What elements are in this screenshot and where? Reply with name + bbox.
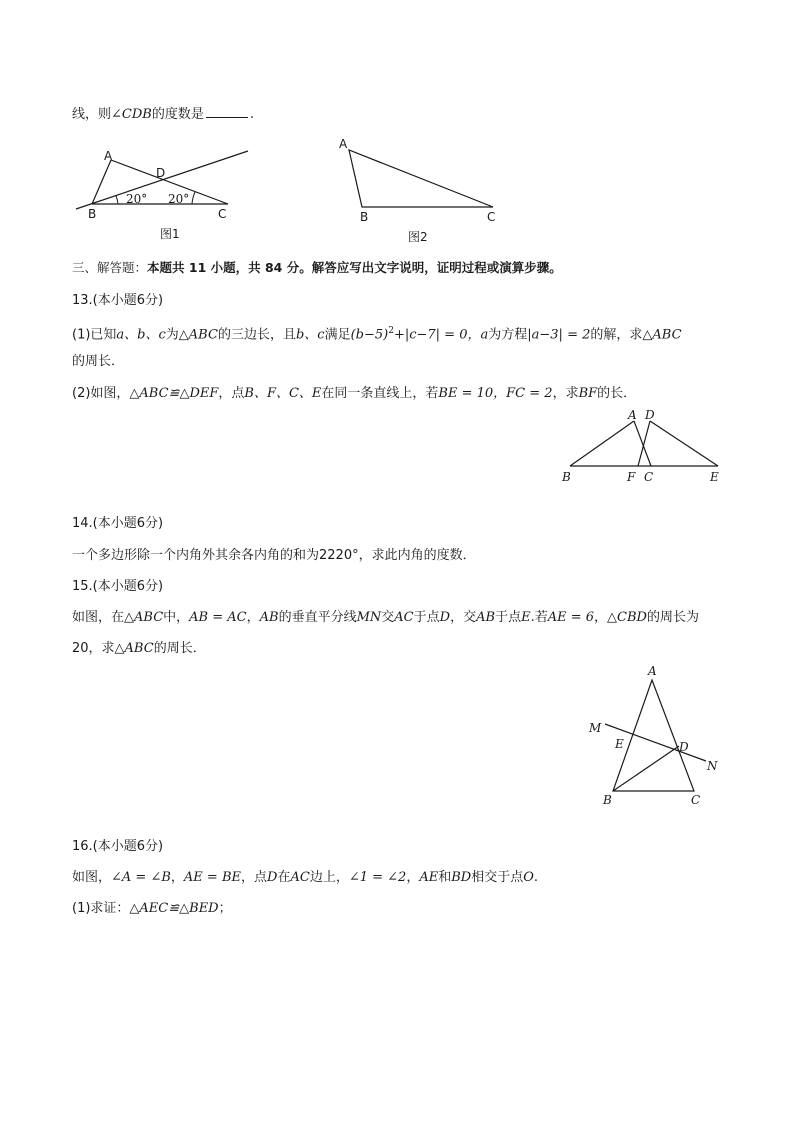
math: a、b、c (116, 327, 166, 343)
section-3-instructions: 本题共 11 小题，共 84 分。解答应写出文字说明，证明过程或演算步骤。 (147, 260, 562, 275)
text: 和 (438, 870, 452, 885)
math: AB (259, 610, 279, 625)
math: |a−3| = 2 (527, 327, 591, 343)
text: 的垂直平分线 (278, 610, 357, 625)
fig1-caption: 图1 (160, 227, 180, 241)
math: D (267, 870, 278, 885)
q16-line1 (72, 869, 538, 887)
fig2-triangle (349, 150, 493, 207)
math: AE = 6 (547, 610, 595, 625)
fig1-label-b: B (88, 207, 97, 221)
math: (b−5) (350, 327, 389, 343)
text: ，交 (450, 610, 477, 625)
text: 相交于点 (471, 870, 524, 885)
math: BD (451, 870, 472, 885)
q15-line2 (72, 640, 206, 658)
section-3-header (72, 259, 562, 277)
fig1-arc-b (116, 196, 118, 204)
q15-fig-label-b: B (603, 793, 612, 807)
text: ，点 (218, 386, 245, 401)
text: ， (246, 610, 260, 625)
fig1-arc-c (192, 192, 195, 204)
text: ，求 (552, 386, 579, 401)
text: ，点 (241, 870, 268, 885)
math: AC (394, 610, 414, 625)
math: △ABC (178, 327, 218, 343)
q12-tail-line (72, 104, 254, 124)
text: 的周长为 (646, 610, 699, 625)
q13-fig-label-d: D (645, 408, 655, 422)
math-exponent: 2 (388, 326, 394, 336)
math: △ABC≌△DEF (129, 386, 219, 401)
q15-fig-triangle (613, 680, 694, 791)
q15-header: 15.(本小题6分) (72, 579, 164, 594)
text: 为方程 (488, 327, 528, 343)
answer-blank (206, 104, 248, 118)
math: MN (356, 610, 382, 625)
text: 于点 (495, 610, 522, 625)
text: 的三边长，且 (217, 327, 296, 343)
q13-fig-de (650, 421, 718, 466)
q12-angle: ∠CDB (111, 107, 152, 122)
math: △CBD (607, 610, 647, 625)
math: AC (290, 870, 310, 885)
text: (1)已知 (72, 327, 117, 343)
q12-text: 线，则 (72, 107, 112, 122)
text: ， (170, 870, 184, 885)
text: ， (594, 610, 608, 625)
text: 于点 (413, 610, 440, 625)
math: a (480, 327, 489, 343)
q15-fig-label-d: D (679, 740, 689, 754)
math: AB (476, 610, 496, 625)
fig1-angle-2: 20° (168, 192, 190, 206)
fig1-line-ab (92, 160, 111, 204)
math: ∠A = ∠B (111, 870, 171, 885)
math: BE = 10，FC = 2 (438, 386, 553, 401)
math: AE (419, 870, 439, 885)
fig2-caption: 图2 (408, 230, 428, 244)
q16-line2 (72, 900, 232, 918)
text: (2)如图， (72, 386, 130, 401)
text: 交 (381, 610, 395, 625)
q15-fig-label-n: N (707, 759, 718, 773)
math: △AEC≌△BED (129, 901, 219, 916)
text: ； (218, 901, 232, 916)
text: 中， (163, 610, 190, 625)
text: 如图，在 (72, 610, 125, 625)
section-3-title: 三、解答题： (72, 260, 148, 275)
q14-text: 一个多边形除一个内角外其余各内角的和为2220°，求此内角的度数． (72, 548, 476, 563)
figure-1 (70, 140, 260, 245)
q13-fig-label-c: C (644, 470, 654, 484)
text: 在同一条直线上，若 (321, 386, 439, 401)
q13-header: 13.(本小题6分) (72, 293, 164, 308)
q15-fig-label-e: E (615, 737, 624, 751)
math: O (523, 870, 534, 885)
fig2-label-c: C (487, 210, 496, 224)
q16-header: 16.(本小题6分) (72, 839, 164, 854)
q13-fig-label-b: B (562, 470, 571, 484)
q15-line1 (72, 609, 699, 627)
math: +|c−7| = 0， (393, 327, 481, 343)
math: △ABC (642, 327, 682, 343)
q13-fig-label-f: F (627, 470, 636, 484)
math: ∠1 = ∠2 (348, 870, 407, 885)
text: 的解，求 (590, 327, 643, 343)
fig1-label-c: C (218, 207, 227, 221)
q15-fig-label-a: A (648, 664, 657, 678)
text: .若 (530, 610, 548, 625)
math: b、c (295, 327, 325, 343)
q12-end: . (249, 107, 254, 122)
text: 满足 (324, 327, 351, 343)
text: 如图， (72, 870, 112, 885)
fig1-angle-1: 20° (126, 192, 148, 206)
text: . (533, 870, 539, 885)
q13-fig-label-e: E (710, 470, 719, 484)
math: △ABC (114, 641, 154, 656)
q13-figure (560, 405, 730, 487)
q14-header: 14.(本小题6分) (72, 516, 164, 531)
q13-part2-line (72, 385, 636, 403)
text: 20，求 (72, 641, 115, 656)
text: ， (406, 870, 420, 885)
q13-part1-line2: 的周长． (72, 354, 125, 369)
fig2-label-b: B (360, 210, 369, 224)
math: △ABC (124, 610, 164, 625)
q13-fig-ab (570, 421, 634, 466)
figure-2 (335, 133, 510, 245)
math: D (439, 610, 451, 625)
text: (1)求证： (72, 901, 130, 916)
q13-fig-label-a: A (628, 408, 637, 422)
q12-text-2: 的度数是 (151, 107, 204, 122)
q13-part1-line1 (72, 322, 682, 344)
fig1-label-d: D (156, 166, 166, 180)
math: E (521, 610, 531, 625)
fig1-label-a: A (104, 149, 113, 163)
math: BF (578, 386, 598, 401)
q15-fig-label-m: M (589, 721, 602, 735)
q15-fig-bd (613, 746, 679, 791)
math: AB = AC (189, 610, 247, 625)
text: 的周长． (153, 641, 206, 656)
text: 边上， (309, 870, 349, 885)
math: AE = BE (183, 870, 241, 885)
text: 在 (277, 870, 291, 885)
text: 的长． (597, 386, 637, 401)
q15-fig-label-c: C (691, 793, 701, 807)
math: B、F、C、E (244, 386, 322, 401)
text: 为 (165, 327, 179, 343)
fig2-label-a: A (339, 137, 348, 151)
q15-figure (582, 660, 727, 810)
